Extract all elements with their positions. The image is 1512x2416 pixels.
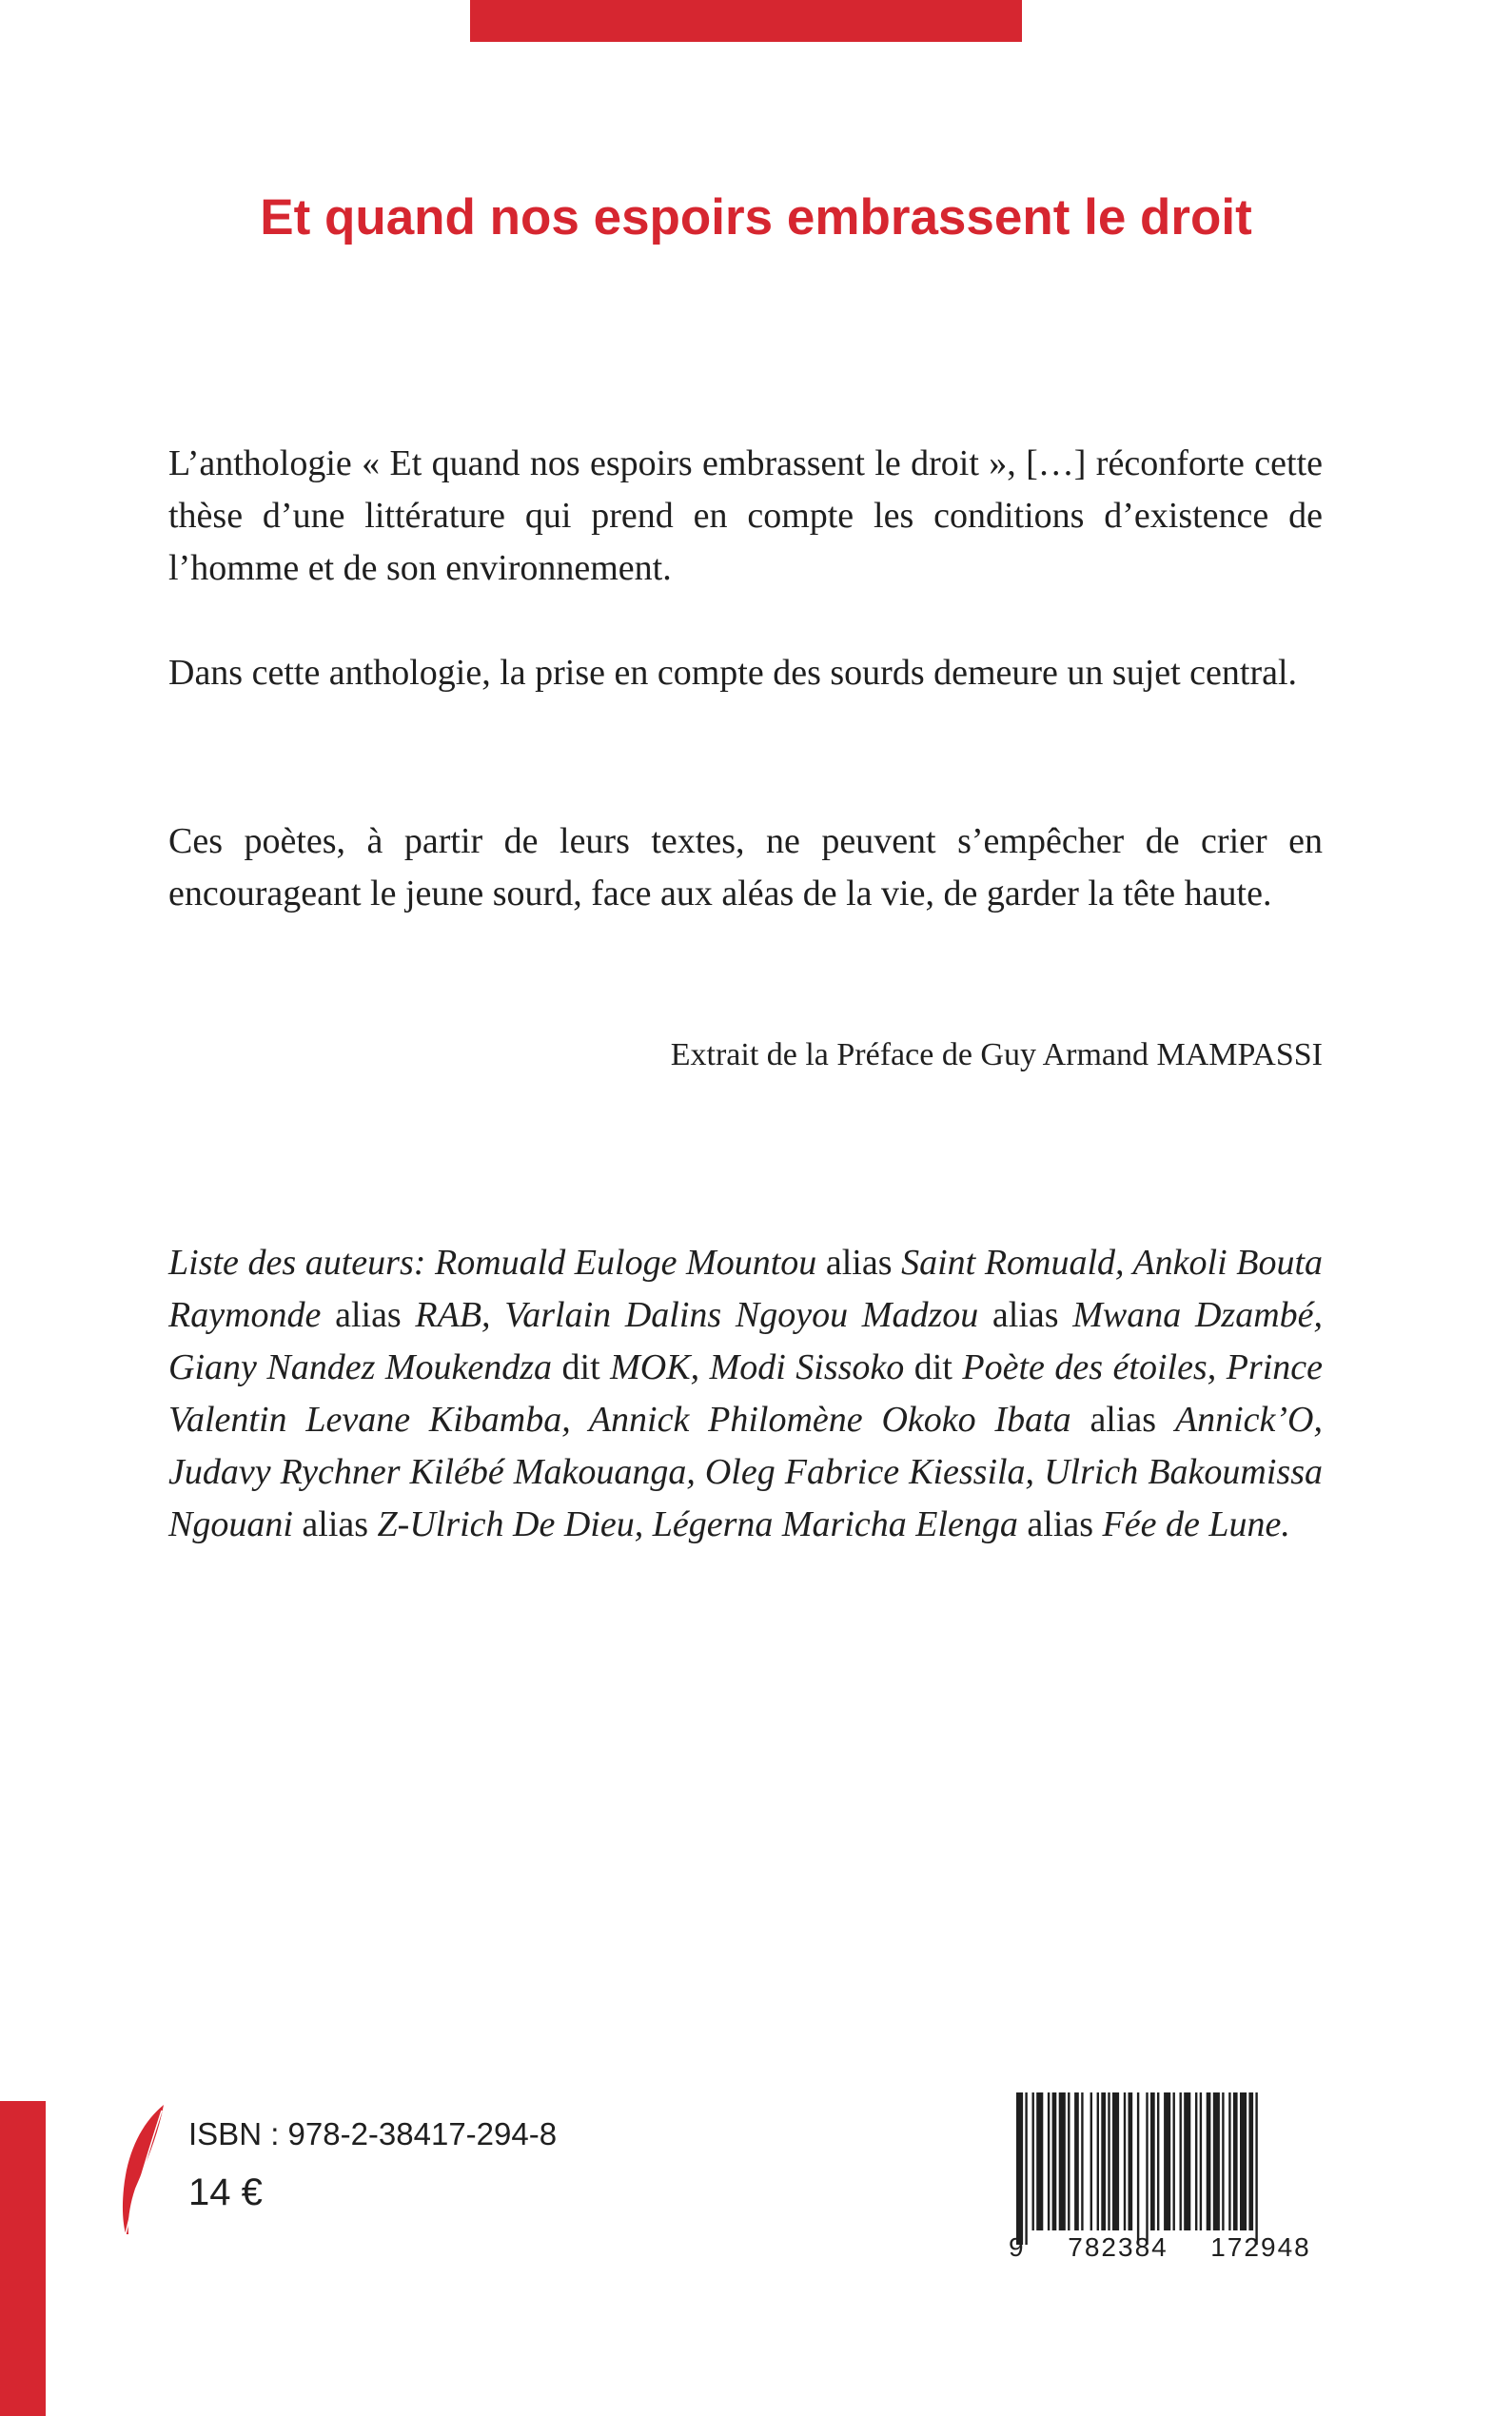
barcode-digit-first: 9 bbox=[1009, 2232, 1024, 2262]
authors-run: alias bbox=[321, 1295, 416, 1335]
barcode-bar bbox=[1025, 2092, 1027, 2245]
barcode-bar bbox=[1207, 2092, 1211, 2230]
authors-run: alias bbox=[1070, 1400, 1175, 1440]
authors-run: alias bbox=[1017, 1504, 1103, 1544]
preface-credit: Extrait de la Préface de Guy Armand MAMPASSI bbox=[670, 1037, 1323, 1072]
barcode-bar bbox=[1101, 2092, 1106, 2230]
isbn-text: ISBN : 978-2-38417-294-8 bbox=[188, 2116, 558, 2151]
authors-run: Z-Ulrich De Dieu, Légerna Maricha Elenga bbox=[377, 1504, 1018, 1544]
barcode-bar bbox=[1222, 2092, 1224, 2230]
barcode-bar bbox=[1240, 2092, 1247, 2230]
barcode-bar bbox=[1052, 2092, 1057, 2230]
barcode-digits-left: 782384 bbox=[1068, 2232, 1168, 2262]
barcode-bar bbox=[1081, 2092, 1083, 2230]
barcode-bar bbox=[1157, 2092, 1159, 2230]
authors-run: alias bbox=[292, 1504, 378, 1544]
barcode-bar bbox=[1248, 2092, 1253, 2230]
barcode-bar bbox=[1032, 2092, 1034, 2230]
authors-run: Annick’O, Judavy Rychner Kilébé Makouanga, Oleg Fabrice Kiessila, Ulrich Bakoumissa Ngouani bbox=[168, 1400, 1323, 1544]
authors-run: Poète des étoiles, Prince Valentin Levane Kibamba, Annick Philomène Okoko Ibata bbox=[168, 1347, 1324, 1440]
book-title: Et quand nos espoirs embrassent le droit bbox=[260, 189, 1252, 246]
authors-run: Mwana Dzambé, Giany Nandez Moukendza bbox=[168, 1295, 1323, 1387]
authors-run: dit bbox=[904, 1347, 963, 1387]
barcode-bar bbox=[1090, 2092, 1092, 2230]
barcode-bar bbox=[1036, 2092, 1043, 2230]
authors-list bbox=[168, 1237, 1323, 1551]
barcode-bar bbox=[1108, 2092, 1109, 2230]
authors-block bbox=[168, 1237, 1323, 1551]
barcode-bar bbox=[1173, 2092, 1175, 2230]
feather-logo-icon bbox=[114, 2103, 171, 2236]
barcode-digits bbox=[1009, 2232, 1332, 2263]
barcode-bar bbox=[1184, 2092, 1190, 2230]
barcode-bar bbox=[1233, 2092, 1238, 2230]
barcode-bar bbox=[1150, 2092, 1155, 2230]
top-accent-bar bbox=[470, 0, 1022, 42]
barcode-bar bbox=[1137, 2092, 1139, 2245]
paragraph-3-block bbox=[168, 815, 1323, 920]
barcode-bar bbox=[1200, 2092, 1202, 2230]
paragraph-1-block bbox=[168, 438, 1323, 595]
authors-run: dit bbox=[552, 1347, 611, 1387]
left-accent-strip bbox=[0, 2101, 46, 2416]
barcode-bar bbox=[1129, 2092, 1133, 2230]
barcode-bar bbox=[1097, 2092, 1099, 2230]
paragraph-1: L’anthologie « Et quand nos espoirs embrassent le droit », […] réconforte cette thèse d’une littérature qui prend en compte les conditions d’existence de l’homme et de son environnement. bbox=[168, 443, 1323, 588]
barcode-bar bbox=[1180, 2092, 1182, 2230]
authors-run: MOK, Modi Sissoko bbox=[610, 1347, 905, 1387]
barcode-bar bbox=[1213, 2092, 1220, 2230]
barcode-bar bbox=[1195, 2092, 1197, 2230]
authors-run: RAB, Varlain Dalins Ngoyou Madzou bbox=[415, 1295, 979, 1335]
authors-run: Saint Romuald, Ankoli Bouta Raymonde bbox=[168, 1243, 1324, 1335]
barcode-bar bbox=[1255, 2092, 1257, 2245]
barcode-bar bbox=[1048, 2092, 1050, 2230]
barcode-bar bbox=[1068, 2092, 1070, 2230]
barcode-bar bbox=[1228, 2092, 1230, 2230]
paragraph-2: Dans cette anthologie, la prise en compte des sourds demeure un sujet central. bbox=[168, 653, 1298, 693]
barcode-bar bbox=[1112, 2092, 1119, 2230]
barcode-bar bbox=[1146, 2092, 1148, 2245]
barcode-bar bbox=[1016, 2092, 1023, 2245]
price-text: 14 € bbox=[188, 2171, 263, 2213]
barcode-bar bbox=[1124, 2092, 1126, 2230]
paragraph-3: Ces poètes, à partir de leurs textes, ne peuvent s’empêcher de crier en encourageant le jeune sourd, face aux aléas de la vie, de garder la tête haute. bbox=[168, 821, 1323, 913]
barcode-bar bbox=[1059, 2092, 1066, 2230]
authors-run: Fée de Lune. bbox=[1102, 1504, 1290, 1544]
barcode-digits-right: 172948 bbox=[1210, 2232, 1311, 2262]
paragraph-2-block bbox=[168, 647, 1323, 699]
authors-run: alias bbox=[816, 1243, 902, 1283]
authors-run: alias bbox=[978, 1295, 1073, 1335]
barcode-bar bbox=[1074, 2092, 1079, 2230]
authors-run: Liste des auteurs: Romuald Euloge Mountou bbox=[168, 1243, 817, 1283]
barcode-bar bbox=[1164, 2092, 1170, 2230]
